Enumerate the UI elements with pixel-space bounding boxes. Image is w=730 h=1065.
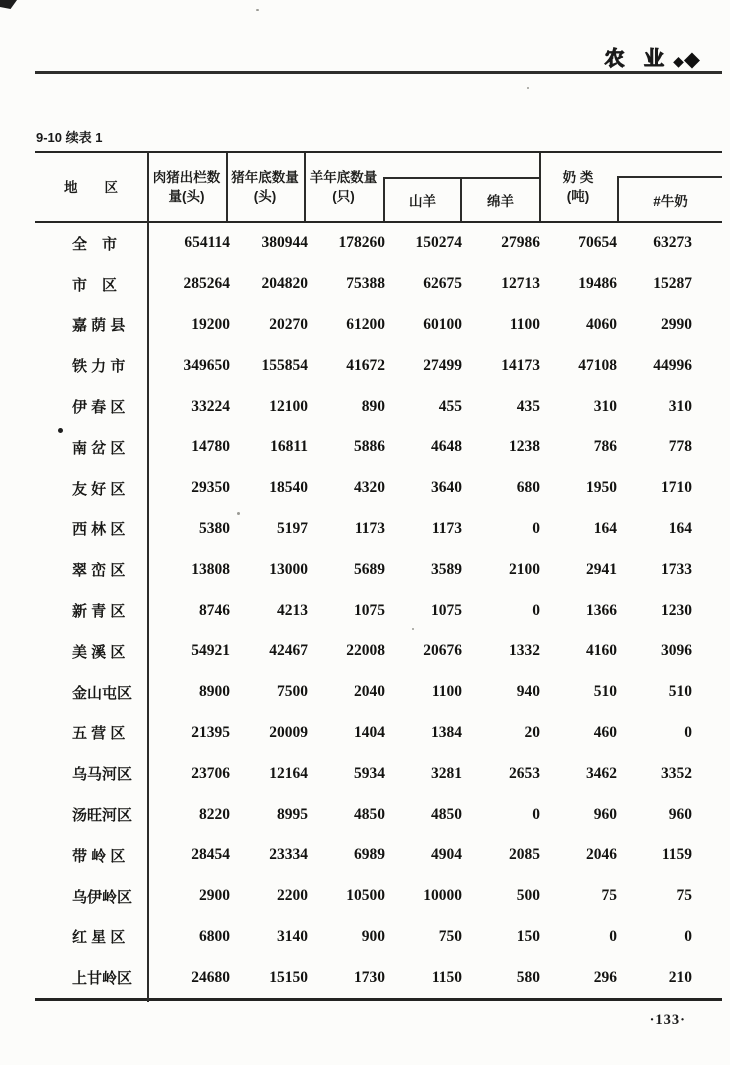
value-cell: 455 (438, 397, 462, 415)
table-row (35, 631, 722, 672)
value-cell: 22008 (346, 642, 385, 660)
region-cell: 铁 力 市 (72, 358, 126, 376)
value-cell: 27499 (423, 356, 462, 374)
region-column-divider (147, 151, 149, 1002)
table-row (35, 427, 722, 468)
table-row (35, 753, 722, 794)
region-cell: 乌马河区 (72, 766, 133, 784)
value-cell: 960 (668, 805, 692, 823)
value-cell: 8220 (199, 805, 230, 823)
table-row (35, 590, 722, 631)
value-cell: 1710 (661, 479, 692, 497)
value-cell: 1075 (431, 601, 462, 619)
value-cell: 6800 (199, 927, 230, 945)
table-row (35, 386, 722, 427)
value-cell: 1230 (661, 601, 692, 619)
value-cell: 680 (516, 479, 540, 497)
region-cell: 金山屯区 (72, 684, 133, 702)
value-cell: 349650 (183, 356, 230, 374)
value-cell: 1075 (354, 601, 385, 619)
value-cell: 4320 (354, 479, 385, 497)
value-cell: 2200 (277, 887, 308, 905)
value-cell: 75388 (346, 275, 385, 293)
table-row (35, 264, 722, 305)
region-cell: 新 青 区 (72, 603, 126, 621)
value-cell: 1733 (661, 560, 692, 578)
value-cell: 380944 (261, 234, 308, 252)
value-cell: 940 (516, 683, 540, 701)
section-title: 农 业 (604, 48, 672, 70)
value-cell: 12100 (269, 397, 308, 415)
value-cell: 2653 (509, 764, 540, 782)
value-cell: 3462 (586, 764, 617, 782)
value-cell: 75 (601, 887, 617, 905)
value-cell: 10500 (346, 887, 385, 905)
value-cell: 164 (668, 519, 692, 537)
value-cell: 1384 (431, 723, 462, 741)
value-cell: 0 (532, 519, 540, 537)
value-cell: 2941 (586, 560, 617, 578)
value-cell: 164 (593, 519, 617, 537)
subheader-goat: 山羊 (383, 177, 462, 221)
table-row (35, 917, 722, 958)
region-cell: 伊 春 区 (72, 399, 126, 417)
value-cell: 310 (593, 397, 617, 415)
scan-speck (527, 87, 529, 89)
table-row (35, 468, 722, 509)
value-cell: 1173 (431, 519, 462, 537)
value-cell: 4213 (277, 601, 308, 619)
table-row (35, 835, 722, 876)
page-masthead (605, 44, 701, 72)
subheader-cow-milk: #牛奶 (617, 176, 722, 221)
value-cell: 0 (532, 601, 540, 619)
value-cell: 8995 (277, 805, 308, 823)
region-cell: 友 好 区 (72, 480, 126, 498)
table-header (35, 151, 722, 223)
value-cell: 42467 (269, 642, 308, 660)
region-cell: 红 星 区 (72, 929, 126, 947)
table-row (35, 305, 722, 346)
value-cell: 14173 (501, 356, 540, 374)
value-cell: 890 (361, 397, 385, 415)
header-milk: 奶 类 (吨) (562, 170, 594, 204)
header-region-label: 地 区 (64, 179, 118, 195)
value-cell: 3140 (277, 927, 308, 945)
value-cell: 510 (668, 683, 692, 701)
value-cell: 41672 (346, 356, 385, 374)
value-cell: 285264 (183, 275, 230, 293)
value-cell: 4060 (586, 315, 617, 333)
value-cell: 24680 (191, 968, 230, 986)
value-cell: 654114 (184, 234, 230, 252)
value-cell: 60100 (423, 315, 462, 333)
value-cell: 12164 (269, 764, 308, 782)
value-cell: 63273 (653, 234, 692, 252)
value-cell: 1100 (431, 683, 462, 701)
table-body (35, 223, 722, 1001)
header-sheep-yearend: 羊年底数量 (只) (309, 170, 378, 204)
value-cell: 3281 (431, 764, 462, 782)
scan-speck (256, 9, 259, 11)
value-cell: 1173 (354, 519, 385, 537)
value-cell: 1150 (431, 968, 462, 986)
scan-corner-artifact (0, 0, 17, 9)
value-cell: 20676 (423, 642, 462, 660)
value-cell: 2990 (661, 315, 692, 333)
value-cell: 750 (438, 927, 462, 945)
value-cell: 20270 (269, 315, 308, 333)
value-cell: 13000 (269, 560, 308, 578)
value-cell: 960 (593, 805, 617, 823)
masthead-rule (35, 71, 722, 74)
table-row (35, 549, 722, 590)
value-cell: 1730 (354, 968, 385, 986)
table-row (35, 223, 722, 264)
value-cell: 3352 (661, 764, 692, 782)
value-cell: 1366 (586, 601, 617, 619)
value-cell: 210 (668, 968, 692, 986)
region-cell: 南 岔 区 (72, 439, 126, 457)
value-cell: 27986 (501, 234, 540, 252)
value-cell: 19200 (191, 315, 230, 333)
value-cell: 21395 (191, 723, 230, 741)
value-cell: 4850 (431, 805, 462, 823)
value-cell: 20 (524, 723, 540, 741)
value-cell: 4850 (354, 805, 385, 823)
value-cell: 6989 (354, 846, 385, 864)
value-cell: 786 (593, 438, 617, 456)
value-cell: 13808 (191, 560, 230, 578)
value-cell: 44996 (653, 356, 692, 374)
value-cell: 1950 (586, 479, 617, 497)
subheader-sheep: 绵羊 (462, 177, 539, 221)
region-cell: 嘉 荫 县 (72, 317, 126, 335)
table-row (35, 794, 722, 835)
value-cell: 19486 (578, 275, 617, 293)
region-cell: 五 营 区 (72, 725, 126, 743)
value-cell: 62675 (423, 275, 462, 293)
table-label: 9-10 续表 1 (36, 130, 103, 145)
value-cell: 900 (361, 927, 385, 945)
value-cell: 18540 (269, 479, 308, 497)
region-cell: 市 区 (72, 276, 118, 294)
value-cell: 0 (684, 927, 692, 945)
value-cell: 510 (593, 683, 617, 701)
page-number: ·133· (649, 1012, 686, 1028)
value-cell: 1159 (661, 846, 692, 864)
value-cell: 435 (516, 397, 540, 415)
value-cell: 2046 (586, 846, 617, 864)
region-cell: 汤旺河区 (72, 807, 133, 825)
table-row (35, 509, 722, 550)
value-cell: 5934 (354, 764, 385, 782)
value-cell: 155854 (261, 356, 308, 374)
value-cell: 0 (609, 927, 617, 945)
value-cell: 23706 (191, 764, 230, 782)
region-cell: 带 岭 区 (72, 847, 126, 865)
value-cell: 1404 (354, 723, 385, 741)
header-region (35, 153, 147, 221)
value-cell: 23334 (269, 846, 308, 864)
value-cell: 0 (532, 805, 540, 823)
value-cell: 0 (684, 723, 692, 741)
value-cell: 47108 (578, 356, 617, 374)
table-row (35, 876, 722, 917)
value-cell: 10000 (423, 887, 462, 905)
value-cell: 5886 (354, 438, 385, 456)
value-cell: 4160 (586, 642, 617, 660)
table-row (35, 345, 722, 386)
value-cell: 460 (593, 723, 617, 741)
region-cell: 全 市 (72, 235, 118, 253)
diamond-icon: ◆ (683, 48, 700, 71)
value-cell: 20009 (269, 723, 308, 741)
value-cell: 70654 (578, 234, 617, 252)
region-cell: 西 林 区 (72, 521, 126, 539)
table-row (35, 713, 722, 754)
value-cell: 14780 (191, 438, 230, 456)
statistics-table (35, 151, 722, 1001)
value-cell: 75 (676, 887, 692, 905)
table-row (35, 672, 722, 713)
value-cell: 54921 (191, 642, 230, 660)
value-cell: 2040 (354, 683, 385, 701)
value-cell: 580 (516, 968, 540, 986)
value-cell: 8746 (199, 601, 230, 619)
value-cell: 8900 (199, 683, 230, 701)
value-cell: 16811 (270, 438, 308, 456)
region-cell: 美 溪 区 (72, 643, 126, 661)
value-cell: 5197 (277, 519, 308, 537)
value-cell: 12713 (501, 275, 540, 293)
value-cell: 1100 (509, 315, 540, 333)
value-cell: 150 (516, 927, 540, 945)
value-cell: 5689 (354, 560, 385, 578)
value-cell: 1332 (509, 642, 540, 660)
value-cell: 33224 (191, 397, 230, 415)
value-cell: 296 (593, 968, 617, 986)
header-pigs-out: 肉猪出栏数 量(头) (152, 170, 221, 204)
region-cell: 上甘岭区 (72, 970, 133, 988)
table-row (35, 957, 722, 998)
value-cell: 2100 (509, 560, 540, 578)
value-cell: 150274 (415, 234, 462, 252)
diamond-icon: ◆ (673, 53, 684, 69)
region-cell: 翠 峦 区 (72, 562, 126, 580)
value-cell: 3589 (431, 560, 462, 578)
value-cell: 3096 (661, 642, 692, 660)
value-cell: 178260 (338, 234, 385, 252)
value-cell: 61200 (346, 315, 385, 333)
header-pigs-yearend: 猪年底数量 (头) (231, 170, 299, 204)
value-cell: 3640 (431, 479, 462, 497)
value-cell: 4648 (431, 438, 462, 456)
value-cell: 4904 (431, 846, 462, 864)
value-cell: 28454 (191, 846, 230, 864)
value-cell: 204820 (261, 275, 308, 293)
value-cell: 500 (516, 887, 540, 905)
value-cell: 2085 (509, 846, 540, 864)
value-cell: 2900 (199, 887, 230, 905)
value-cell: 5380 (199, 519, 230, 537)
region-cell: 乌伊岭区 (72, 888, 133, 906)
value-cell: 1238 (509, 438, 540, 456)
value-cell: 15287 (653, 275, 692, 293)
value-cell: 778 (668, 438, 692, 456)
value-cell: 310 (668, 397, 692, 415)
value-cell: 29350 (191, 479, 230, 497)
value-cell: 7500 (277, 683, 308, 701)
value-cell: 15150 (269, 968, 308, 986)
